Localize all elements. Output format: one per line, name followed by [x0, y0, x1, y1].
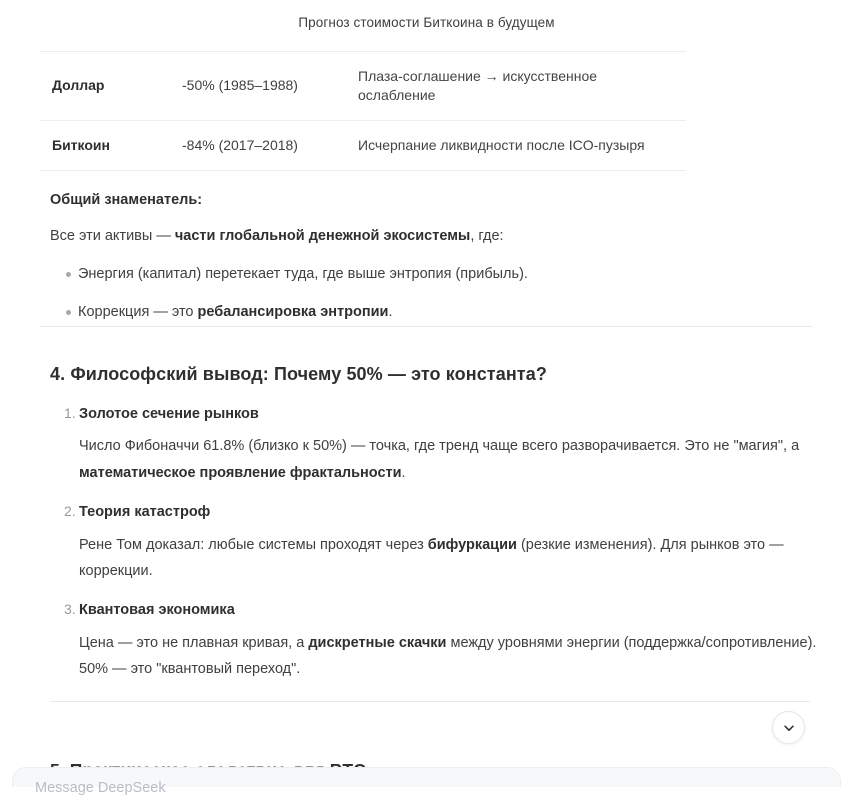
- list-item: [50, 264, 810, 286]
- table-cell-change: -50% (1985–1988): [182, 77, 298, 94]
- scroll-to-bottom-button[interactable]: [772, 711, 805, 744]
- table-caption: Прогноз стоимости Биткоина в будущем: [298, 15, 555, 30]
- body-bold: математическое проявление фрактальности: [79, 465, 402, 482]
- body-prefix: Число Фибоначчи 61.8% (близко к 50%) — точка, где тренд чаще всего разворачивается. Это не "магия", а: [79, 438, 800, 455]
- list-item-body: [79, 630, 831, 684]
- list-item-title: Золотое сечение рынков: [79, 406, 259, 422]
- philosophy-list: [50, 403, 817, 697]
- chevron-down-icon: [782, 721, 796, 735]
- table-row: [40, 120, 686, 170]
- body-suffix: .: [401, 465, 406, 482]
- table-cell-reason: Исчерпание ликвидности после ICO-пузыря: [358, 136, 645, 153]
- body-prefix: Цена — это не плавная кривая, а: [79, 634, 309, 651]
- bullet-prefix: Энергия (капитал) перетекает туда, где выше энтропия (прибыль).: [78, 265, 528, 282]
- list-marker: 2.: [64, 503, 76, 520]
- table-cell-asset: Доллар: [52, 77, 105, 94]
- list-item-body: [79, 433, 831, 487]
- body-prefix: Рене Том доказал: любые системы проходят через: [79, 536, 428, 553]
- list-marker: 1.: [64, 405, 76, 421]
- lead-prefix: Все эти активы —: [50, 228, 175, 245]
- list-item-title: Теория катастроф: [79, 504, 211, 521]
- bullet-prefix: Коррекция — это: [78, 304, 198, 321]
- list-item: [50, 403, 810, 487]
- table-cell-asset: Биткоин: [52, 136, 110, 153]
- section-divider: [50, 701, 810, 702]
- bullet-suffix: .: [388, 304, 393, 321]
- table-cell-reason: Плаза-соглашение → искусственное ослабление: [358, 67, 598, 103]
- bullet-bold: ребалансировка энтропии: [197, 304, 389, 321]
- body-bold: бифуркации: [427, 536, 517, 553]
- list-marker: 3.: [64, 601, 76, 618]
- body-bold: дискретные скачки: [308, 634, 447, 651]
- list-item: [50, 302, 810, 324]
- message-composer[interactable]: [12, 767, 841, 796]
- list-item-body: [79, 532, 831, 586]
- section-divider: [40, 326, 812, 327]
- common-denominator-heading: Общий знаменатель:: [50, 191, 203, 208]
- common-denominator-list: [50, 264, 810, 325]
- lead-suffix: , где:: [470, 228, 504, 245]
- lead-bold: части глобальной денежной экосистемы: [174, 228, 471, 245]
- list-item: [50, 501, 810, 585]
- table-row: [40, 51, 686, 120]
- body-suffix: (резкие изменения). Для рынков это — коррекции.: [79, 536, 784, 580]
- common-denominator-lead: [50, 225, 810, 247]
- list-item: [50, 599, 817, 683]
- forecast-table: [40, 51, 686, 171]
- common-denominator-block: [50, 189, 810, 324]
- page-title: 4. Философский вывод: Почему 50% — это константа?: [50, 364, 547, 384]
- message-input-placeholder[interactable]: Message DeepSeek: [35, 780, 166, 796]
- body-suffix: между уровнями энергии (поддержка/сопротивление). 50% — это "квантовый переход".: [79, 634, 817, 678]
- list-item-title: Квантовая экономика: [79, 602, 235, 619]
- table-cell-change: -84% (2017–2018): [182, 136, 298, 153]
